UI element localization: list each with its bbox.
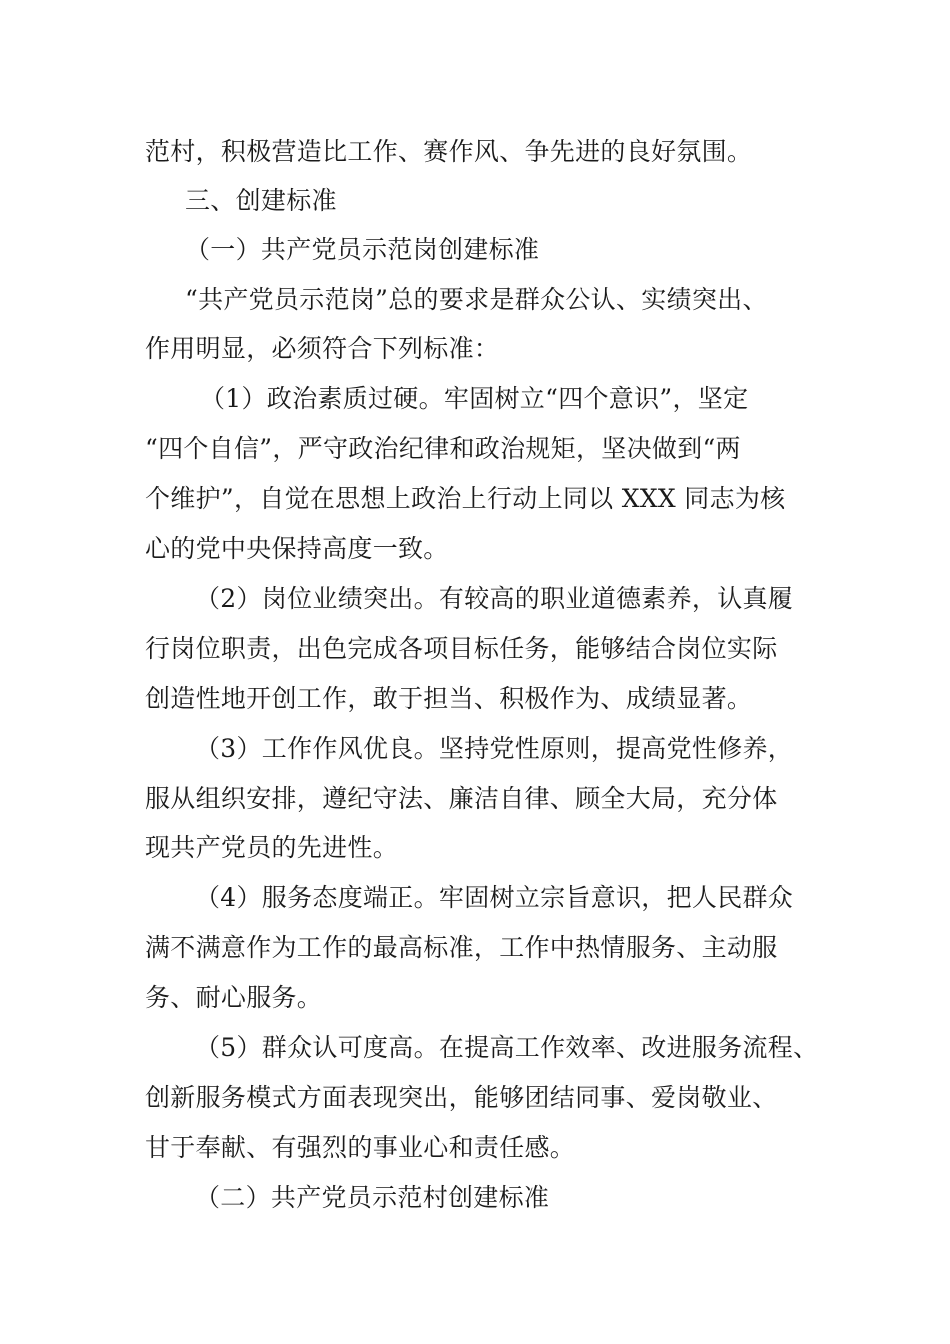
list-item-line: （2）岗位业绩突出。有较高的职业道德素养，认真履 (195, 584, 794, 613)
subsection-heading: （二）共产党员示范村创建标准 (195, 1183, 550, 1212)
text-line: 甘于奉献、有强烈的事业心和责任感。 (145, 1133, 576, 1162)
text-line: 作用明显，必须符合下列标准： (145, 334, 500, 363)
list-item-line: （3）工作作风优良。坚持党性原则，提高党性修养， (195, 734, 794, 763)
list-item-line: （4）服务态度端正。牢固树立宗旨意识，把人民群众 (195, 883, 794, 912)
text-line: 服从组织安排，遵纪守法、廉洁自律、顾全大局，充分体 (145, 784, 778, 813)
text-line: “四个自信”，严守政治纪律和政治规矩，坚决做到“两 (145, 434, 741, 463)
subsection-heading: （一）共产党员示范岗创建标准 (185, 235, 540, 264)
text-line: 行岗位职责，出色完成各项目标任务，能够结合岗位实际 (145, 634, 778, 663)
text-line: 务、耐心服务。 (145, 983, 323, 1012)
list-item-line: （5）群众认可度高。在提高工作效率、改进服务流程、 (195, 1033, 819, 1062)
text-line: 满不满意作为工作的最高标准，工作中热情服务、主动服 (145, 933, 778, 962)
text-line: 创造性地开创工作，敢于担当、积极作为、成绩显著。 (145, 684, 753, 713)
list-item-line: （1）政治素质过硬。牢固树立“四个意识”，坚定 (200, 384, 749, 413)
text-line: 心的党中央保持高度一致。 (145, 534, 449, 563)
section-heading: 三、创建标准 (185, 186, 337, 215)
text-line: 范村，积极营造比工作、赛作风、争先进的良好氛围。 (145, 137, 753, 166)
text-line: 个维护”，自觉在思想上政治上行动上同以 XXX 同志为核 (145, 484, 786, 513)
text-line: 创新服务模式方面表现突出，能够团结同事、爱岗敬业、 (145, 1083, 778, 1112)
text-line: 现共产党员的先进性。 (145, 833, 399, 862)
text-line: “共产党员示范岗”总的要求是群众公认、实绩突出、 (185, 285, 768, 314)
